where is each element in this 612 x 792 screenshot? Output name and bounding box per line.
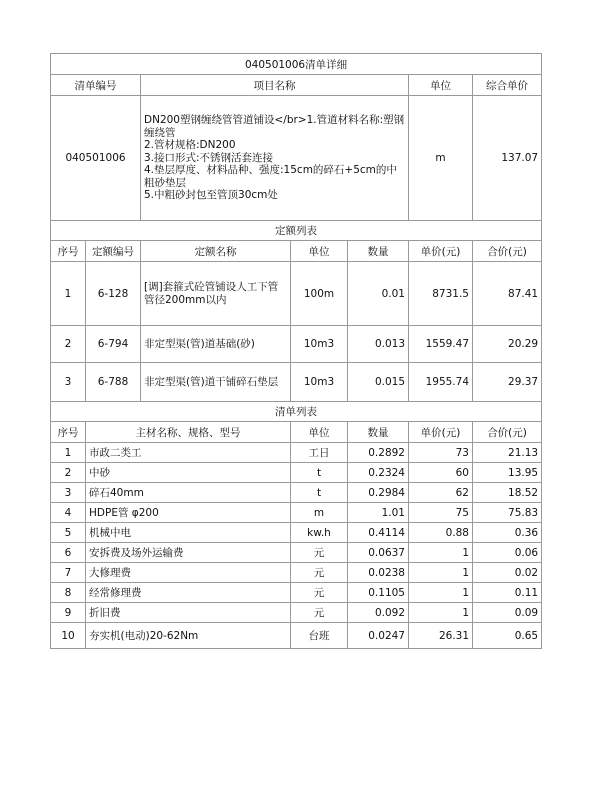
material-row xyxy=(51,463,542,483)
item-header-code: 清单编号 xyxy=(51,75,141,96)
quota-no: 1 xyxy=(51,262,86,326)
material-unit: t xyxy=(291,463,348,483)
quota-total: 20.29 xyxy=(473,326,542,363)
quota-header-name: 定额名称 xyxy=(141,241,291,262)
material-name: 夯实机(电动)20-62Nm xyxy=(86,623,291,649)
item-description-line: 4.垫层厚度、材料品种、强度:15cm的碎石+5cm的中粗砂垫层 xyxy=(144,164,397,189)
material-row xyxy=(51,563,542,583)
material-name: 大修理费 xyxy=(86,563,291,583)
material-qty: 1.01 xyxy=(348,503,409,523)
material-header-name: 主材名称、规格、型号 xyxy=(86,422,291,443)
bill-detail-table xyxy=(50,53,542,649)
material-header-row xyxy=(51,422,542,443)
material-no: 9 xyxy=(51,603,86,623)
material-name: HDPE管 φ200 xyxy=(86,503,291,523)
item-row xyxy=(51,96,542,221)
material-total: 18.52 xyxy=(473,483,542,503)
quota-unit: 10m3 xyxy=(291,326,348,363)
material-total: 0.11 xyxy=(473,583,542,603)
material-total: 13.95 xyxy=(473,463,542,483)
material-name: 市政二类工 xyxy=(86,443,291,463)
quota-qty: 0.015 xyxy=(348,363,409,402)
item-description-line: 2.管材规格:DN200 xyxy=(144,139,236,152)
material-price: 26.31 xyxy=(409,623,473,649)
item-code: 040501006 xyxy=(51,96,141,221)
material-qty: 0.0637 xyxy=(348,543,409,563)
material-price: 1 xyxy=(409,603,473,623)
quota-price: 1559.47 xyxy=(409,326,473,363)
material-header-price: 单价(元) xyxy=(409,422,473,443)
material-total: 75.83 xyxy=(473,503,542,523)
material-row xyxy=(51,543,542,563)
material-total: 0.65 xyxy=(473,623,542,649)
material-qty: 0.092 xyxy=(348,603,409,623)
quota-no: 2 xyxy=(51,326,86,363)
material-unit: kw.h xyxy=(291,523,348,543)
material-name: 折旧费 xyxy=(86,603,291,623)
quota-row xyxy=(51,326,542,363)
material-no: 8 xyxy=(51,583,86,603)
material-qty: 0.0238 xyxy=(348,563,409,583)
material-price: 1 xyxy=(409,543,473,563)
material-total: 0.09 xyxy=(473,603,542,623)
quota-header-no: 序号 xyxy=(51,241,86,262)
material-header-no: 序号 xyxy=(51,422,86,443)
quota-header-total: 合价(元) xyxy=(473,241,542,262)
quota-header-qty: 数量 xyxy=(348,241,409,262)
material-no: 7 xyxy=(51,563,86,583)
quota-qty: 0.01 xyxy=(348,262,409,326)
material-row xyxy=(51,623,542,649)
material-unit: 元 xyxy=(291,563,348,583)
quota-header-unit: 单位 xyxy=(291,241,348,262)
quota-header-price: 单价(元) xyxy=(409,241,473,262)
material-no: 6 xyxy=(51,543,86,563)
material-price: 1 xyxy=(409,563,473,583)
material-qty: 0.0247 xyxy=(348,623,409,649)
quota-unit: 10m3 xyxy=(291,363,348,402)
material-qty: 0.4114 xyxy=(348,523,409,543)
item-unit: m xyxy=(409,96,473,221)
material-price: 75 xyxy=(409,503,473,523)
quota-name: 非定型渠(管)道干铺碎石垫层 xyxy=(141,363,291,402)
quota-name: [调]套箍式砼管铺设人工下管管径200mm以内 xyxy=(141,262,291,326)
quota-header-code: 定额编号 xyxy=(86,241,141,262)
material-price: 0.88 xyxy=(409,523,473,543)
material-section-title: 清单列表 xyxy=(51,402,542,422)
quota-name: 非定型渠(管)道基础(砂) xyxy=(141,326,291,363)
quota-code: 6-794 xyxy=(86,326,141,363)
material-price: 1 xyxy=(409,583,473,603)
material-row xyxy=(51,523,542,543)
material-qty: 0.2984 xyxy=(348,483,409,503)
item-header-row xyxy=(51,75,542,96)
quota-qty: 0.013 xyxy=(348,326,409,363)
material-qty: 0.2892 xyxy=(348,443,409,463)
quota-code: 6-788 xyxy=(86,363,141,402)
item-header-price: 综合单价 xyxy=(473,75,542,96)
material-unit: 工日 xyxy=(291,443,348,463)
material-price: 60 xyxy=(409,463,473,483)
quota-code: 6-128 xyxy=(86,262,141,326)
sheet-title: 040501006清单详细 xyxy=(51,54,542,75)
material-unit: m xyxy=(291,503,348,523)
material-name: 机械中电 xyxy=(86,523,291,543)
material-name: 碎石40mm xyxy=(86,483,291,503)
material-total: 0.36 xyxy=(473,523,542,543)
material-unit: 元 xyxy=(291,603,348,623)
quota-section-title: 定额列表 xyxy=(51,221,542,241)
material-no: 2 xyxy=(51,463,86,483)
material-row xyxy=(51,603,542,623)
quota-row xyxy=(51,363,542,402)
material-price: 73 xyxy=(409,443,473,463)
quota-row xyxy=(51,262,542,326)
material-no: 10 xyxy=(51,623,86,649)
material-no: 5 xyxy=(51,523,86,543)
quota-no: 3 xyxy=(51,363,86,402)
material-header-qty: 数量 xyxy=(348,422,409,443)
material-total: 0.06 xyxy=(473,543,542,563)
material-row xyxy=(51,483,542,503)
item-description-line: DN200塑钢缠绕管管道铺设</br>1.管道材料名称:塑钢缠绕管 xyxy=(144,114,405,139)
material-header-unit: 单位 xyxy=(291,422,348,443)
item-header-unit: 单位 xyxy=(409,75,473,96)
material-unit: 台班 xyxy=(291,623,348,649)
material-no: 1 xyxy=(51,443,86,463)
material-name: 经常修理费 xyxy=(86,583,291,603)
material-row xyxy=(51,503,542,523)
material-section-row xyxy=(51,402,542,422)
material-header-total: 合价(元) xyxy=(473,422,542,443)
material-qty: 0.2324 xyxy=(348,463,409,483)
quota-section-row xyxy=(51,221,542,241)
material-no: 4 xyxy=(51,503,86,523)
material-unit: 元 xyxy=(291,583,348,603)
title-row xyxy=(51,54,542,75)
material-name: 中砂 xyxy=(86,463,291,483)
item-description-line: 5.中粗砂封包至管顶30cm处 xyxy=(144,189,278,202)
material-qty: 0.1105 xyxy=(348,583,409,603)
item-description-line: 3.接口形式:不锈钢活套连接 xyxy=(144,151,274,164)
quota-total: 29.37 xyxy=(473,363,542,402)
material-unit: t xyxy=(291,483,348,503)
material-unit: 元 xyxy=(291,543,348,563)
material-total: 0.02 xyxy=(473,563,542,583)
item-price: 137.07 xyxy=(473,96,542,221)
material-total: 21.13 xyxy=(473,443,542,463)
item-header-name: 项目名称 xyxy=(141,75,409,96)
material-row xyxy=(51,443,542,463)
quota-price: 8731.5 xyxy=(409,262,473,326)
quota-price: 1955.74 xyxy=(409,363,473,402)
item-description xyxy=(141,96,409,221)
quota-header-row xyxy=(51,241,542,262)
quota-unit: 100m xyxy=(291,262,348,326)
material-price: 62 xyxy=(409,483,473,503)
material-no: 3 xyxy=(51,483,86,503)
material-name: 安拆费及场外运输费 xyxy=(86,543,291,563)
material-row xyxy=(51,583,542,603)
quota-total: 87.41 xyxy=(473,262,542,326)
